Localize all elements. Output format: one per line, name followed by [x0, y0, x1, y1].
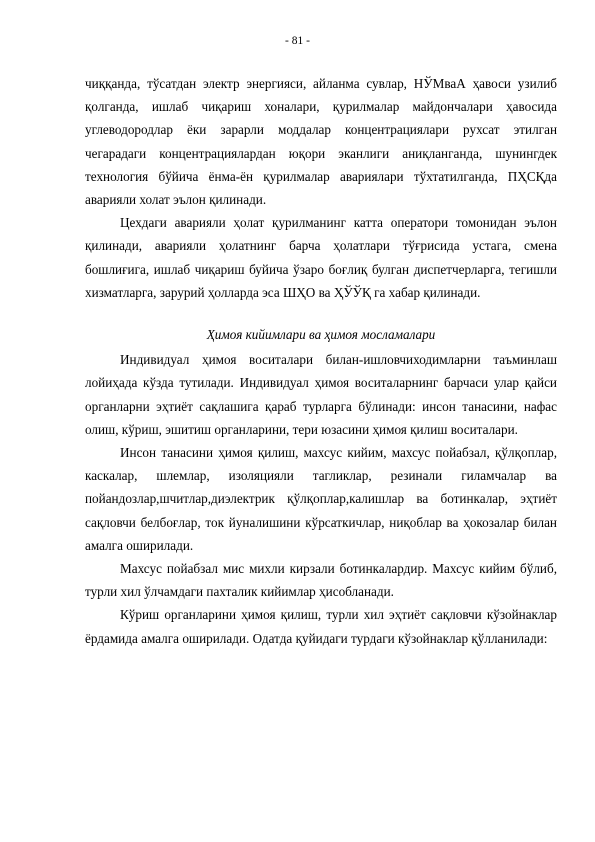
paragraph-emergency-announcement: Цехдаги аварияли ҳолат қурилманинг катта оператори томонидан эълон қилинади, аварияли ҳолатнинг барча ҳолатлари тўғрисида устага, смена бошлиғига, ишлаб чиқариш буйича ўзаро боғлиқ булган диспетчерларга, тегишли хизматларга, зарурий ҳолларда эса ШҲО ва ҲЎЎҚ га хабар қилинади.	[85, 215, 557, 300]
document-body	[85, 72, 557, 650]
section-heading: Ҳимоя кийимлари ва ҳимоя мосламалари	[206, 327, 436, 343]
page-number: - 81 -	[285, 35, 310, 47]
paragraph-continuation: чиққанда, тўсатдан электр энергияси, айланма сувлар, НЎМваА ҳавоси узилиб қолганда, ишлаб чиқариш хоналари, қурилмалар майдончалари ҳавосида углеводородлар ёки зарарли моддалар концентрациялари рухсат этилган чегарадаги концентрациялардан юқори эканлиги аниқланганда, шунингдек технология бўйича ёнма-ён қурилмалар авариялари тўхтатилганда, ПҲСҚда аварияли холат эълон қилинади.	[85, 76, 557, 208]
paragraph-eye-protection: Кўриш органларини ҳимоя қилиш, турли хил эҳтиёт сақловчи кўзойнаклар ёрдамида амалга оширилади. Одатда қуйидаги турдаги кўзойнаклар қўлланилади:	[85, 607, 557, 646]
paragraph-individual-protection: Индивидуал ҳимоя воситалари билан-ишловчиходимларни таъминлаш лойиҳада кўзда тутилади. Индивидуал ҳимоя воситаларнинг барчаси улар қайси органларни эҳтиёт сақлашига қараб турларга бўлинади: инсон танасини, нафас олиш, кўриш, эшитиш органларини, тери юзасини ҳимоя қилиш воситалари.	[85, 352, 557, 437]
paragraph-special-footwear: Махсус пойабзал мис михли кирзали ботинкалардир. Махсус кийим бўлиб, турли хил ўлчамдаги пахталик кийимлар ҳисобланади.	[85, 561, 557, 600]
paragraph-body-protection: Инсон танасини ҳимоя қилиш, махсус кийим, махсус пойабзал, қўлқоплар, каскалар, шлемлар, изоляцияли тагликлар, резинали гиламчалар ва пойандозлар,шчитлар,диэлектрик қўлқоплар,калишлар ва ботинкалар, эҳтиёт сақловчи белбоғлар, ток йуналишини кўрсаткичлар, ниқоблар ва ҳокозалар билан амалга оширилади.	[85, 445, 557, 553]
